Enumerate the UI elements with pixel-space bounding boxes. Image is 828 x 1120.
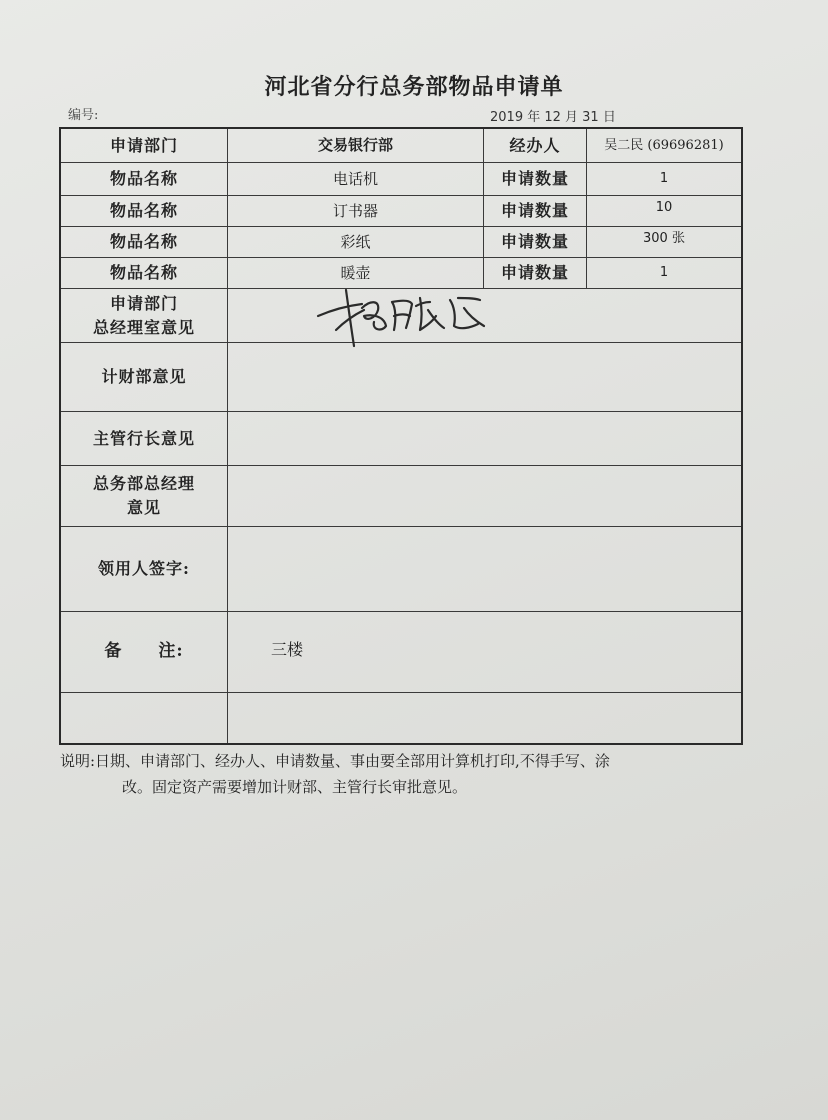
president-opinion-value [228, 412, 741, 465]
item-qty-label: 申请数量 [500, 169, 569, 188]
remark-value: 三楼 [271, 640, 304, 659]
item-qty: 10 [655, 200, 673, 216]
item-qty: 1 [659, 171, 669, 187]
president-opinion-label: 主管行长意见 [92, 428, 195, 448]
general-affairs-opinion-label: 总务部总经理 意见 [92, 474, 195, 517]
form-title: 河北省分行总务部物品申请单 [264, 75, 564, 100]
item-name: 电话机 [332, 169, 378, 188]
finance-opinion-value [228, 343, 741, 411]
general-affairs-opinion-value [228, 466, 741, 526]
dept-label: 申请部门 [109, 135, 178, 155]
handler-value: 吴二民 (69696281) [604, 137, 724, 153]
dept-value: 交易银行部 [317, 136, 393, 155]
empty-cell [61, 693, 227, 743]
note-line-1: 说明:日期、申请部门、经办人、申请数量、事由要全部用计算机打印,不得手写、涂 [60, 752, 610, 770]
item-qty-label: 申请数量 [500, 201, 569, 220]
item-name: 订书器 [332, 201, 378, 220]
item-name-label: 物品名称 [109, 201, 178, 220]
item-name: 暖壶 [340, 263, 371, 282]
application-form-table [59, 127, 743, 745]
serial-number-label: 编号: [68, 108, 99, 123]
empty-cell [228, 693, 741, 743]
item-qty-label: 申请数量 [500, 232, 569, 251]
finance-opinion-label: 计财部意见 [101, 367, 187, 386]
item-name-label: 物品名称 [109, 263, 178, 282]
instructions-note [60, 748, 750, 800]
handwritten-signature [312, 286, 492, 348]
item-name-label: 物品名称 [109, 169, 178, 188]
dept-manager-opinion-label: 申请部门 总经理室意见 [92, 293, 195, 337]
item-qty: 1 [659, 265, 669, 281]
item-qty-label: 申请数量 [500, 263, 569, 282]
remark-label: 备 注: [104, 641, 184, 662]
recipient-signature-value [228, 527, 741, 611]
note-line-2: 改。固定资产需要增加计财部、主管行长审批意见。 [122, 778, 468, 796]
item-name-label: 物品名称 [109, 232, 178, 251]
form-date: 2019 年 12 月 31 日 [490, 110, 616, 125]
recipient-signature-label: 领用人签字: [98, 559, 190, 578]
item-name: 彩纸 [340, 232, 371, 251]
item-qty: 300 张 [643, 231, 685, 247]
handler-label: 经办人 [509, 135, 561, 155]
